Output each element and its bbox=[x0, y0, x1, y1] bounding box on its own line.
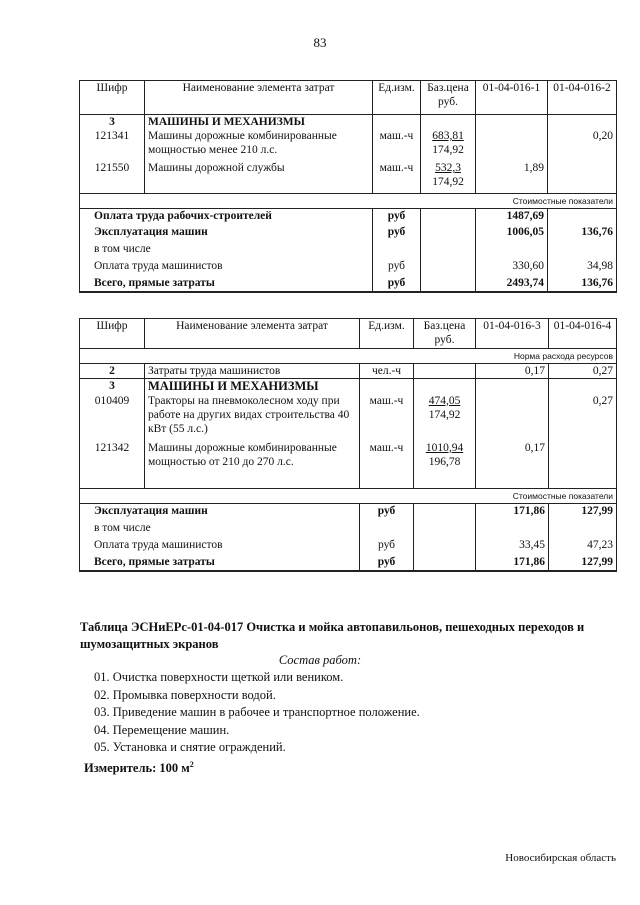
row-unit: маш.-ч bbox=[360, 394, 414, 441]
table-row bbox=[80, 394, 617, 441]
row-code: 121550 bbox=[80, 161, 145, 193]
table-caption: Таблица ЭСНиЕРс-01-04-017 Очистка и мойка автопавильонов, пешеходных переходов и шумозащитных экранов bbox=[80, 620, 585, 651]
summary-value-1: 2493,74 bbox=[476, 276, 548, 292]
summary-name: Эксплуатация машин bbox=[80, 225, 373, 242]
section-code: 3 bbox=[80, 379, 145, 394]
row-value-2 bbox=[548, 161, 617, 193]
row-value-1 bbox=[476, 394, 549, 441]
summary-unit: руб bbox=[360, 538, 414, 555]
row-value-2: 0,27 bbox=[549, 394, 617, 441]
summary-unit: руб bbox=[373, 208, 421, 225]
summary-row bbox=[80, 538, 617, 555]
row-code: 121341 bbox=[80, 129, 145, 161]
resource-table-1 bbox=[79, 80, 617, 293]
table-header-row bbox=[80, 319, 617, 349]
summary-unit: руб bbox=[373, 276, 421, 292]
row-value-1: 1,89 bbox=[476, 161, 548, 193]
summary-value-2: 127,99 bbox=[549, 555, 617, 571]
header-col-1: 01-04-016-3 bbox=[476, 319, 549, 349]
summary-value-1: 1006,05 bbox=[476, 225, 548, 242]
row-unit: маш.-ч bbox=[360, 441, 414, 489]
price-top: 1010,94 bbox=[425, 441, 464, 454]
header-unit: Ед.изм. bbox=[360, 319, 414, 349]
summary-name: Оплата труда рабочих-строителей bbox=[80, 208, 373, 225]
summary-row bbox=[80, 225, 617, 242]
page-number: 83 bbox=[313, 35, 327, 50]
row-code: 121342 bbox=[80, 441, 145, 489]
table-row bbox=[80, 161, 617, 193]
cost-indicators-label: Стоимостные показатели bbox=[80, 489, 617, 504]
row-name: Машины дорожные комбинированные мощностью менее 210 л.с. bbox=[145, 129, 373, 161]
summary-total-row bbox=[80, 276, 617, 292]
row-name: Машины дорожные комбинированные мощностью от 210 до 270 л.с. bbox=[145, 441, 360, 489]
section-code: 3 bbox=[80, 115, 145, 130]
summary-value-1: 171,86 bbox=[476, 555, 549, 571]
list-item: 02. Промывка поверхности водой. bbox=[94, 687, 276, 702]
table-header-row bbox=[80, 81, 617, 115]
header-code: Шифр bbox=[80, 319, 145, 349]
summary-value-2: 127,99 bbox=[549, 504, 617, 521]
price-top: 474,05 bbox=[428, 394, 461, 407]
header-code: Шифр bbox=[80, 81, 145, 115]
region-footer: Новосибирская область bbox=[505, 852, 616, 864]
row-unit: маш.-ч bbox=[373, 129, 421, 161]
row-value-1 bbox=[476, 129, 548, 161]
header-col-2: 01-04-016-2 bbox=[548, 81, 617, 115]
header-price: Баз.цена руб. bbox=[421, 81, 476, 115]
row-price bbox=[414, 441, 476, 489]
header-col-2: 01-04-016-4 bbox=[549, 319, 617, 349]
indicators-row bbox=[80, 193, 617, 208]
header-name: Наименование элемента затрат bbox=[145, 319, 360, 349]
summary-name: Оплата труда машинистов bbox=[80, 259, 373, 276]
summary-value-1: 171,86 bbox=[476, 504, 549, 521]
price-bottom: 174,92 bbox=[428, 408, 461, 421]
section-row bbox=[80, 115, 617, 130]
summary-value-1: 1487,69 bbox=[476, 208, 548, 225]
row-value-2 bbox=[549, 441, 617, 489]
summary-row bbox=[80, 259, 617, 276]
header-unit: Ед.изм. bbox=[373, 81, 421, 115]
cost-indicators-label: Стоимостные показатели bbox=[80, 193, 617, 208]
header-col-1: 01-04-016-1 bbox=[476, 81, 548, 115]
section-title: МАШИНЫ И МЕХАНИЗМЫ bbox=[145, 379, 360, 394]
meter-text: Измеритель: 100 м bbox=[84, 761, 190, 776]
summary-name: в том числе bbox=[80, 521, 360, 538]
table-row bbox=[80, 364, 617, 379]
works-list bbox=[94, 669, 420, 757]
row-price bbox=[421, 129, 476, 161]
row-value-2: 0,20 bbox=[548, 129, 617, 161]
summary-value-1: 330,60 bbox=[476, 259, 548, 276]
list-item: 04. Перемещение машин. bbox=[94, 722, 230, 737]
price-top: 683,81 bbox=[432, 130, 464, 142]
row-unit: маш.-ч bbox=[373, 161, 421, 193]
summary-name: Эксплуатация машин bbox=[80, 504, 360, 521]
section-title: МАШИНЫ И МЕХАНИЗМЫ bbox=[145, 115, 373, 130]
meter-label bbox=[84, 760, 194, 776]
summary-value-2: 136,76 bbox=[548, 225, 617, 242]
row-name: Затраты труда машинистов bbox=[145, 364, 360, 379]
price-bottom: 196,78 bbox=[428, 455, 461, 468]
section-row bbox=[80, 379, 617, 394]
table-row bbox=[80, 129, 617, 161]
row-name: Машины дорожной службы bbox=[145, 161, 373, 193]
summary-unit: руб bbox=[360, 555, 414, 571]
list-item: 05. Установка и снятие ограждений. bbox=[94, 740, 286, 754]
resource-norm-label: Норма расхода ресурсов bbox=[80, 349, 617, 364]
row-value-1: 0,17 bbox=[476, 441, 549, 489]
summary-unit: руб bbox=[360, 504, 414, 521]
summary-total-row bbox=[80, 555, 617, 571]
summary-row bbox=[80, 521, 617, 538]
summary-value-2 bbox=[548, 208, 617, 225]
resource-table-2 bbox=[79, 318, 617, 572]
row-value-2: 0,27 bbox=[549, 364, 617, 379]
price-bottom: 174,92 bbox=[432, 176, 464, 188]
row-unit: чел.-ч bbox=[360, 364, 414, 379]
summary-unit: руб bbox=[373, 259, 421, 276]
summary-row bbox=[80, 242, 617, 259]
summary-value-2: 34,98 bbox=[548, 259, 617, 276]
table-row bbox=[80, 441, 617, 489]
summary-row bbox=[80, 504, 617, 521]
row-price bbox=[414, 394, 476, 441]
summary-value-2: 47,23 bbox=[549, 538, 617, 555]
header-name: Наименование элемента затрат bbox=[145, 81, 373, 115]
price-bottom: 174,92 bbox=[432, 144, 464, 156]
summary-unit: руб bbox=[373, 225, 421, 242]
indicators-row bbox=[80, 489, 617, 504]
list-item: 03. Приведение машин в рабочее и транспортное положение. bbox=[94, 705, 420, 719]
row-price bbox=[421, 161, 476, 193]
summary-name: в том числе bbox=[80, 242, 373, 259]
summary-name: Оплата труда машинистов bbox=[80, 538, 360, 555]
summary-row bbox=[80, 208, 617, 225]
list-item: 01. Очистка поверхности щеткой или веником. bbox=[94, 670, 344, 684]
summary-name: Всего, прямые затраты bbox=[80, 276, 373, 292]
works-title: Состав работ: bbox=[278, 653, 362, 667]
norm-row bbox=[80, 349, 617, 364]
row-value-1: 0,17 bbox=[476, 364, 549, 379]
summary-name: Всего, прямые затраты bbox=[80, 555, 360, 571]
summary-value-2: 136,76 bbox=[548, 276, 617, 292]
header-price: Баз.цена руб. bbox=[414, 319, 476, 349]
row-code: 2 bbox=[80, 364, 145, 379]
price-top: 532,3 bbox=[435, 162, 461, 174]
meter-superscript: 2 bbox=[189, 760, 194, 769]
row-name: Тракторы на пневмоколесном ходу при работе на других видах строительства 40 кВт (55 л.с.) bbox=[145, 394, 360, 441]
row-code: 010409 bbox=[80, 394, 145, 441]
summary-value-1: 33,45 bbox=[476, 538, 549, 555]
